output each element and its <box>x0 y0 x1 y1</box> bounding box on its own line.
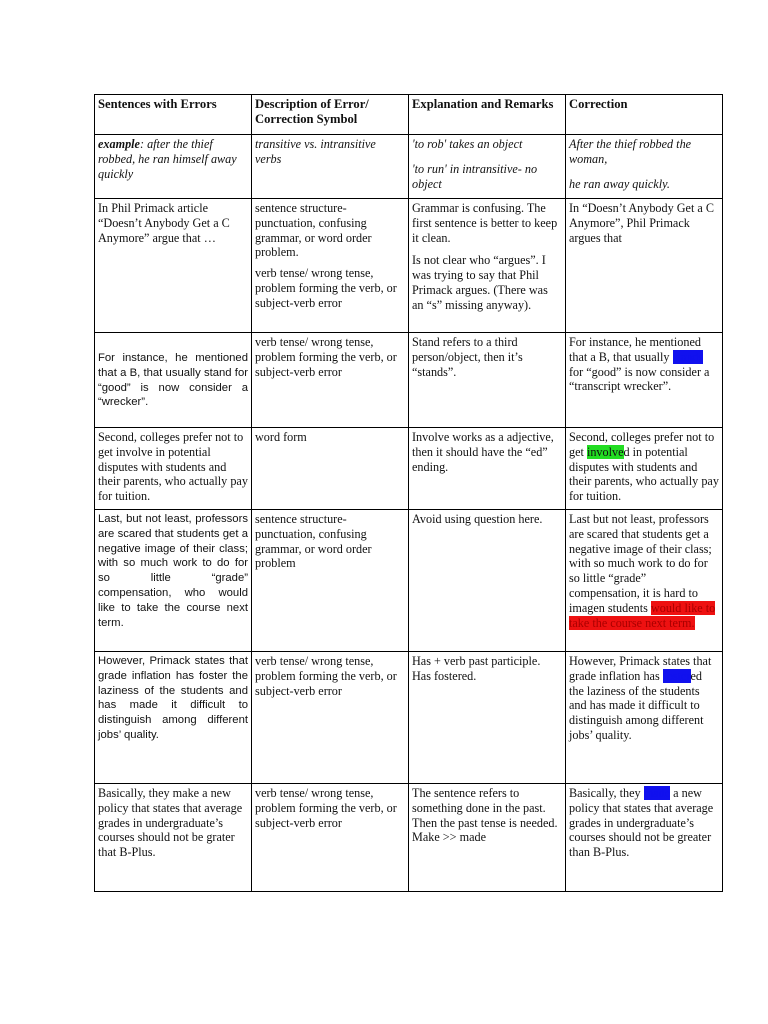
description-cell: word form <box>252 428 409 510</box>
explanation-cell: Grammar is confusing. The first sentence is better to keep it clean. Is not clear who “argues”. I was trying to say that Phil Primack argues. (There was an “s” missing anyway). <box>409 199 566 333</box>
correction-cell: Second, colleges prefer not to get involved in potential disputes with students and their parents, who actually pay for tuition. <box>566 428 723 510</box>
correction-cell: After the thief robbed the woman, he ran away quickly. <box>566 135 723 199</box>
correction-cell: In “Doesn’t Anybody Get a C Anymore”, Phil Primack argues that <box>566 199 723 333</box>
description-cell: verb tense/ wrong tense, problem forming the verb, or subject-verb error <box>252 652 409 784</box>
correction-cell: For instance, he mentioned that a B, that usually stands for “good” is now consider a “transcript wrecker”. <box>566 333 723 428</box>
explanation-cell: Avoid using question here. <box>409 510 566 652</box>
description-cell: verb tense/ wrong tense, problem forming the verb, or subject-verb error <box>252 784 409 892</box>
highlight-correction: would like to take the course next term. <box>569 600 716 630</box>
explanation-cell: Stand refers to a third person/object, then it’s “stands”. <box>409 333 566 428</box>
description-cell: verb tense/ wrong tense, problem forming the verb, or subject-verb error <box>252 333 409 428</box>
table-row <box>95 333 723 428</box>
correction-cell: However, Primack states that grade inflation has fostered the laziness of the students and has made it difficult to distinguish among different jobs’ quality. <box>566 652 723 784</box>
sentence-cell: In Phil Primack article “Doesn’t Anybody Get a C Anymore” argue that … <box>95 199 252 333</box>
sentence-cell: Last, but not least, professors are scared that students get a negative image of their class; with so much work to do for so little “grade” compensation, who would like to take the course next term. <box>95 510 252 652</box>
highlight-correction: stands <box>672 349 704 364</box>
header-correction: Correction <box>566 95 723 135</box>
explanation-cell: 'to rob' takes an object 'to run' in intransitive- no object <box>409 135 566 199</box>
header-sentences: Sentences with Errors <box>95 95 252 135</box>
table-row <box>95 652 723 784</box>
highlight-correction: foster <box>662 668 691 683</box>
sentence-cell: For instance, he mentioned that a B, that usually stand for “good” is now consider a “wrecker”. <box>95 333 252 428</box>
explanation-cell: The sentence refers to something done in the past. Then the past tense is needed. Make >> made <box>409 784 566 892</box>
table-row <box>95 784 723 892</box>
table-row <box>95 510 723 652</box>
table-row <box>95 428 723 510</box>
description-cell: transitive vs. intransitive verbs <box>252 135 409 199</box>
sentence-cell: However, Primack states that grade inflation has foster the laziness of the students and has made it difficult to distinguish among different jobs’ quality. <box>95 652 252 784</box>
correction-cell: Last but not least, professors are scared that students get a negative image of their class; with so much work to do for so little “grade” compensation, it is hard to imagen students would like to take the course next term. <box>566 510 723 652</box>
highlight-correction: involve <box>586 444 624 459</box>
error-correction-table <box>94 94 723 892</box>
explanation-cell: Involve works as a adjective, then it should have the “ed” ending. <box>409 428 566 510</box>
description-cell: sentence structure-punctuation, confusing grammar, or word order problem. verb tense/ wrong tense, problem forming the verb, or subject-verb error <box>252 199 409 333</box>
sentence-cell: example: after the thief robbed, he ran himself away quickly <box>95 135 252 199</box>
sentence-cell: Basically, they make a new policy that states that average grades in undergraduate’s courses should not be grater that B-Plus. <box>95 784 252 892</box>
sentence-cell: Second, colleges prefer not to get involve in potential disputes with students and their parents, who actually pay for tuition. <box>95 428 252 510</box>
description-cell: sentence structure-punctuation, confusing grammar, or word order problem <box>252 510 409 652</box>
table-row <box>95 135 723 199</box>
header-row <box>95 95 723 135</box>
header-explanation: Explanation and Remarks <box>409 95 566 135</box>
correction-cell: Basically, they made a new policy that states that average grades in undergraduate’s courses should not be greater than B-Plus. <box>566 784 723 892</box>
table-row <box>95 199 723 333</box>
header-description: Description of Error/ Correction Symbol <box>252 95 409 135</box>
explanation-cell: Has + verb past participle. Has fostered. <box>409 652 566 784</box>
example-label: example <box>98 137 140 151</box>
highlight-correction: made <box>643 786 671 800</box>
